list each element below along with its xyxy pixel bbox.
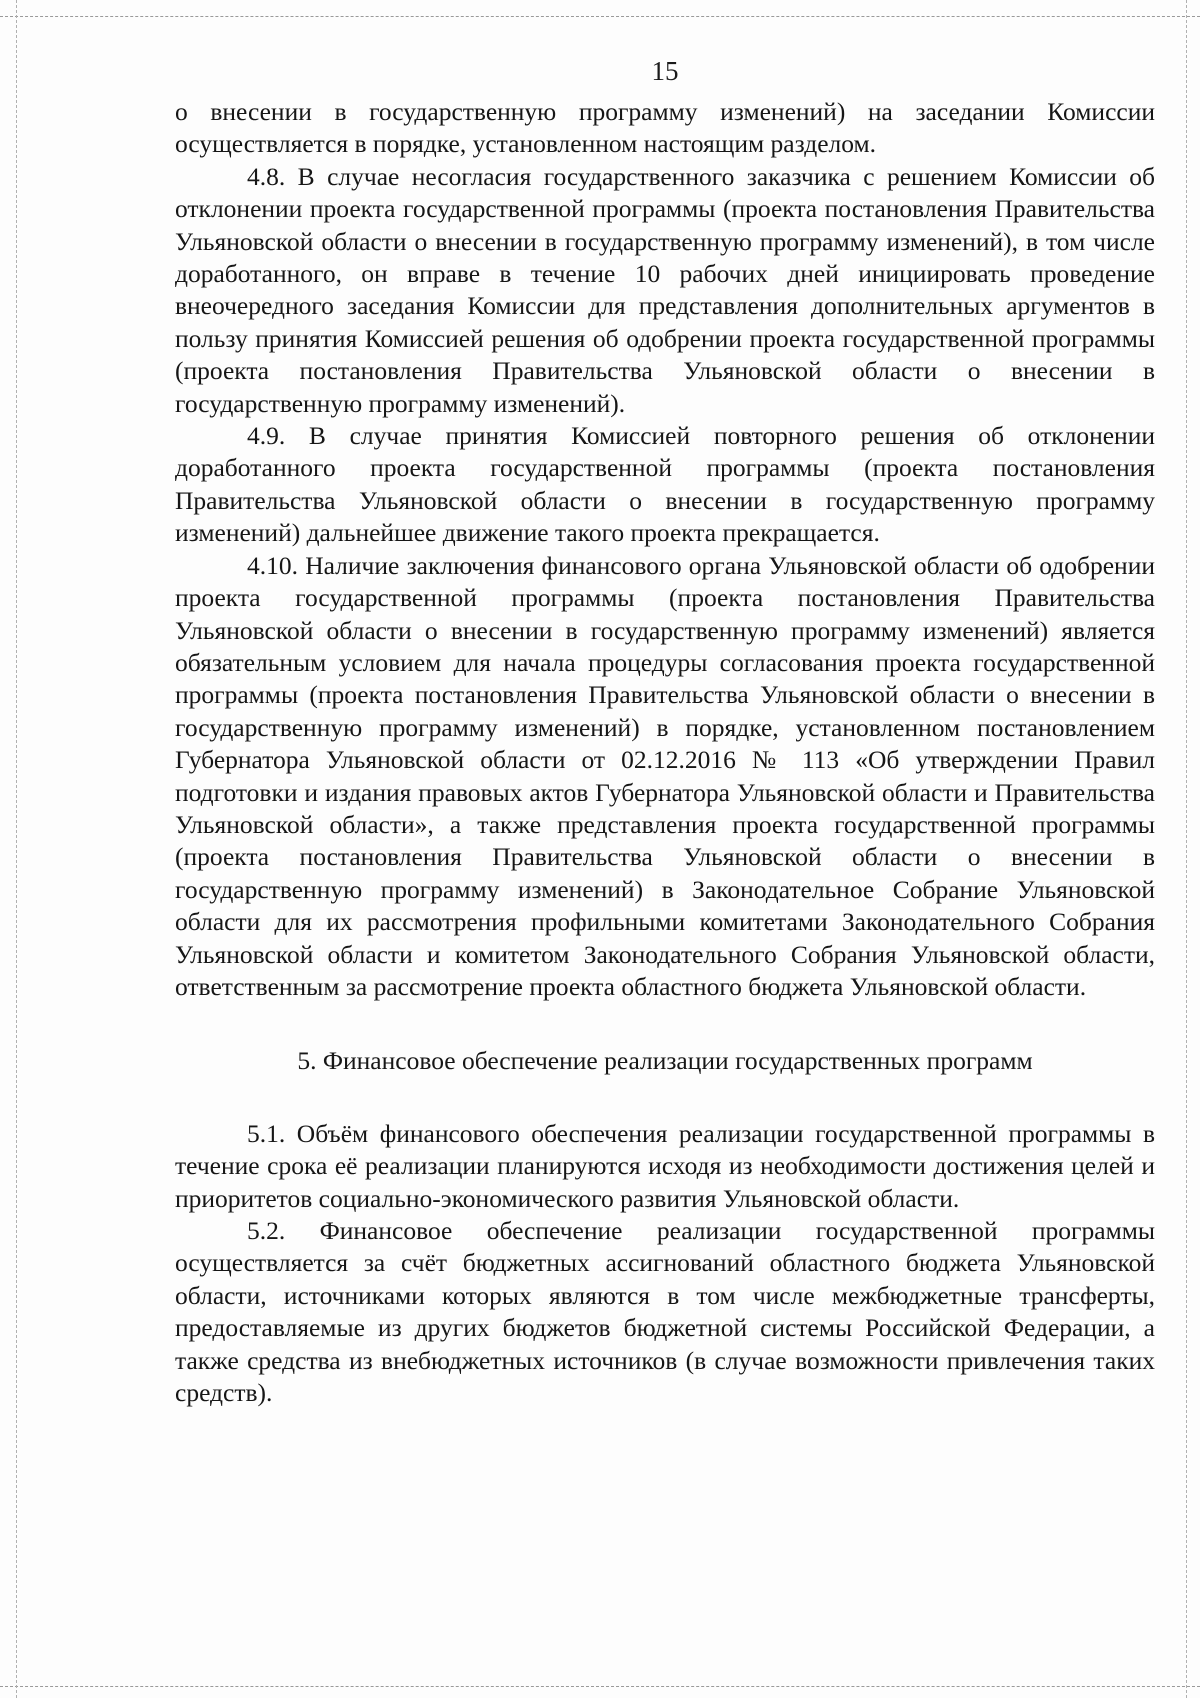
scan-edge-left bbox=[16, 0, 17, 1698]
section-heading: 5. Финансовое обеспечение реализации государственных программ bbox=[297, 1046, 1033, 1076]
paragraph-4-10: 4.10. Наличие заключения финансового органа Ульяновской области об одобрении проекта государственной программы (проекта постановления Правительства Ульяновской области о внесении в государственную программу изменений) является обязательным условием для начала процедуры согласования проекта государственной программы (проекта постановления Правительства Ульяновской области о внесении в государственную программу изменений) в порядке, установленном постановлением Губернатора Ульяновской области от 02.12.2016 № 113 «Об утверждении Правил подготовки и издания правовых актов Губернатора Ульяновской области и Правительства Ульяновской области», а также представления проекта государственной программы (проекта постановления Правительства Ульяновской области о внесении в государственную программу изменений) в Законодательное Собрание Ульяновской области для их рассмотрения профильными комитетами Законодательного Собрания Ульяновской области и комитетом Законодательного Собрания Ульяновской области, ответственным за рассмотрение проекта областного бюджета Ульяновской области. bbox=[175, 550, 1155, 1001]
scan-edge-bottom bbox=[0, 1686, 1200, 1687]
page-number: 15 bbox=[651, 56, 679, 86]
paragraph-4-9: 4.9. В случае принятия Комиссией повторного решения об отклонении доработанного проекта государственной программы (проекта постановления Правительства Ульяновской области о внесении в государственную программу изменений) дальнейшее движение такого проекта прекращается. bbox=[175, 421, 1155, 548]
document-body bbox=[175, 96, 1155, 1409]
paragraph-continuation: о внесении в государственную программу изменений) на заседании Комиссии осуществляется в порядке, установленном настоящим разделом. bbox=[175, 97, 1155, 159]
paragraph-4-8: 4.8. В случае несогласия государственного заказчика с решением Комиссии об отклонении проекта государственной программы (проекта постановления Правительства Ульяновской области о внесении в государственную программу изменений), в том числе доработанного, он вправе в течение 10 рабочих дней инициировать проведение внеочередного заседания Комиссии для представления дополнительных аргументов в пользу принятия Комиссией решения об одобрении проекта государственной программы (проекта постановления Правительства Ульяновской области о внесении в государственную программу изменений). bbox=[175, 161, 1155, 418]
scan-edge-top bbox=[0, 16, 1200, 17]
paragraph-5-1: 5.1. Объём финансового обеспечения реализации государственной программы в течение срока её реализации планируются исходя из необходимости достижения целей и приоритетов социально-экономического развития Ульяновской области. bbox=[175, 1118, 1155, 1213]
paragraph-5-2: 5.2. Финансовое обеспечение реализации государственной программы осуществляется за счёт бюджетных ассигнований областного бюджета Ульяновской области, источниками которых являются в том числе межбюджетные трансферты, предоставляемые из других бюджетов бюджетной системы Российской Федерации, а также средства из внебюджетных источников (в случае возможности привлечения таких средств). bbox=[175, 1216, 1155, 1408]
scan-edge-right bbox=[1186, 0, 1187, 1698]
